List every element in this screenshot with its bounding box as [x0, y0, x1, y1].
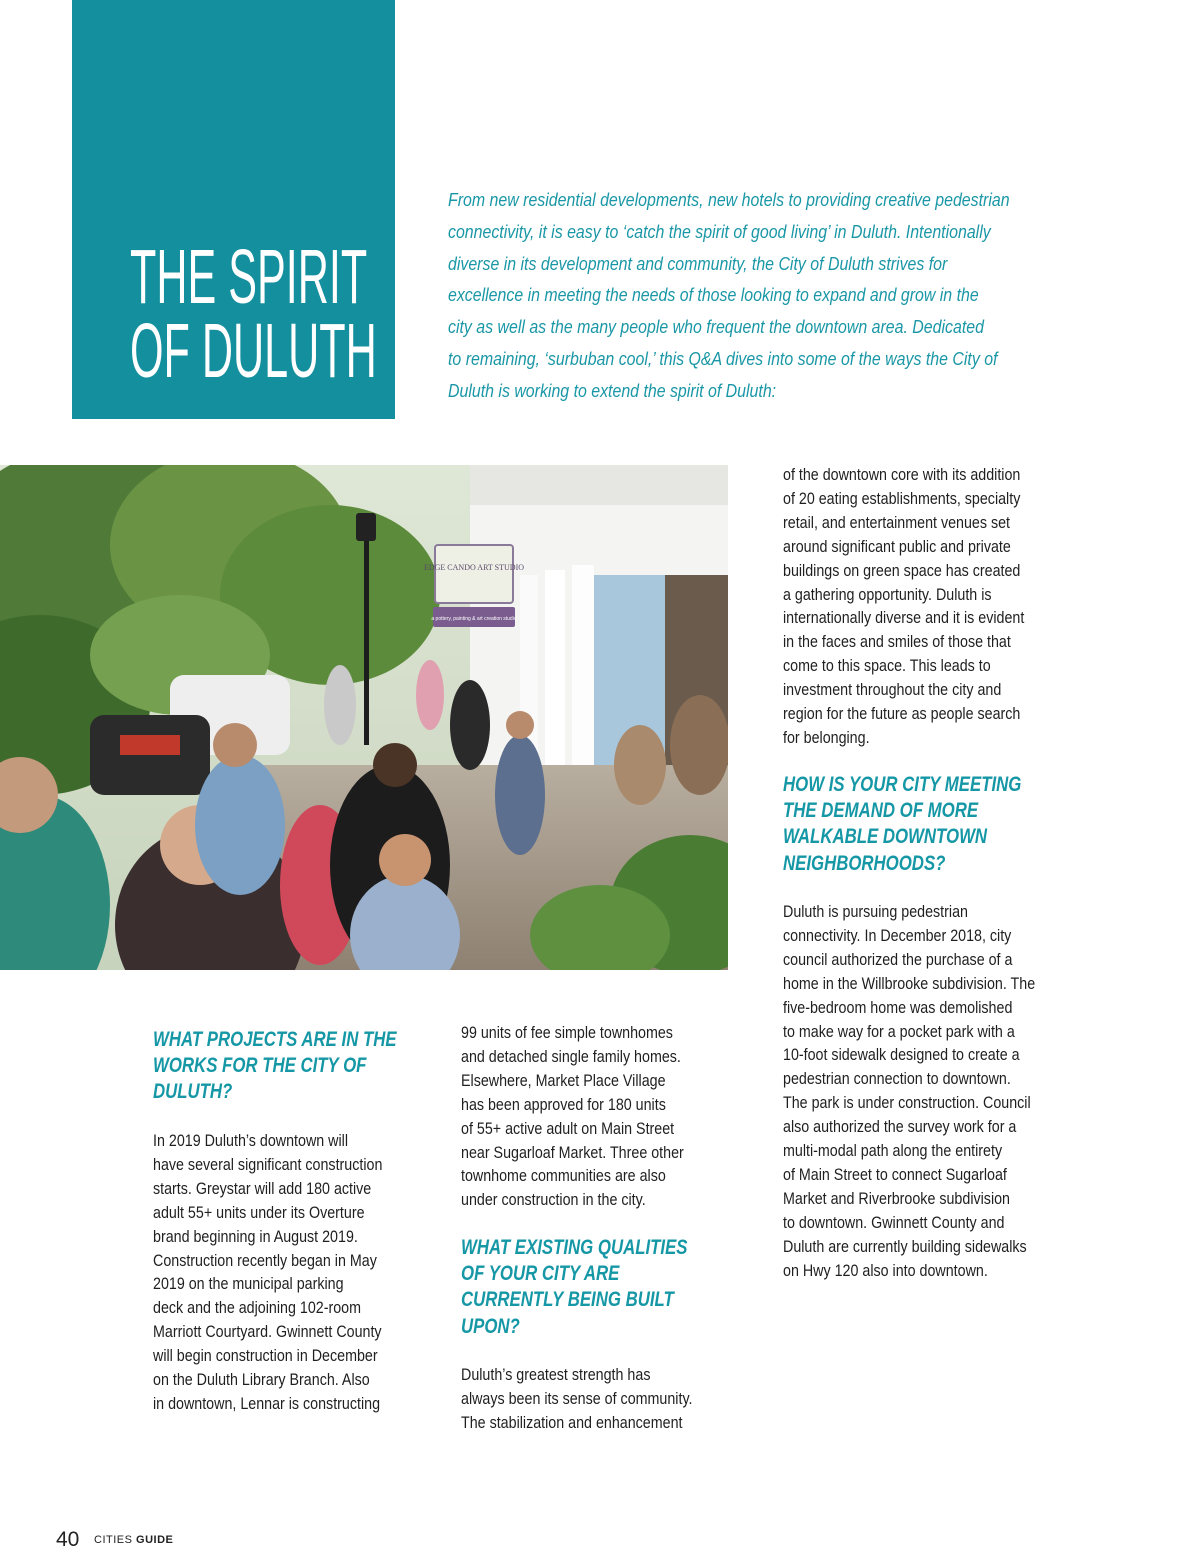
intro-line: From new residential developments, new hotels to providing creative pedestrian [448, 189, 1010, 210]
body-line: of Main Street to connect Sugarloaf [783, 1164, 1007, 1184]
body-line: in downtown, Lennar is constructing [153, 1393, 381, 1413]
section-body-projects [153, 1129, 426, 1416]
body-line: have several significant construction [153, 1154, 383, 1174]
body-line: 2019 on the municipal parking [153, 1274, 344, 1294]
body-line: of 55+ active adult on Main Street [461, 1118, 675, 1138]
sign-subtext: a pottery, painting & art creation studio [431, 616, 517, 622]
body-line: around significant public and private [783, 536, 1011, 556]
section-body-walkable [783, 900, 1083, 1283]
sign-text: EDGE CANDO ART STUDIO [423, 563, 525, 572]
title-line-2: OF DULUTH [130, 308, 377, 394]
body-line: investment throughout the city and [783, 680, 1002, 700]
intro-line: Duluth is working to extend the spirit of Duluth: [448, 379, 777, 401]
heading-line: WORKS FOR THE CITY OF [153, 1054, 367, 1078]
body-line: region for the future as people search [783, 704, 1021, 724]
publication-name-bold: GUIDE [136, 1534, 174, 1546]
body-line: internationally diverse and it is evident [783, 608, 1025, 628]
heading-line: WHAT EXISTING QUALITIES [461, 1236, 688, 1259]
title-block [72, 0, 395, 419]
body-line: Duluth are currently building sidewalks [783, 1236, 1027, 1256]
body-line: always been its sense of community. [461, 1388, 693, 1408]
body-line: council authorized the purchase of a [783, 949, 1013, 969]
body-line: home in the Willbrooke subdivision. The [783, 973, 1036, 993]
intro-line: diverse in its development and community, the City of Duluth strives for [448, 252, 948, 274]
body-line: townhome communities are also [461, 1166, 666, 1186]
body-line: and detached single family homes. [461, 1046, 681, 1066]
body-line: near Sugarloaf Market. Three other [461, 1142, 684, 1162]
title-line-1: THE SPIRIT [130, 234, 368, 320]
section-heading-projects [153, 1027, 458, 1106]
intro-line: connectivity, it is easy to ‘catch the spirit of good living’ in Duluth. Intentionally [448, 220, 991, 242]
heading-line: OF YOUR CITY ARE [461, 1262, 620, 1286]
section-heading-walkable [783, 772, 1081, 877]
intro-line: city as well as the many people who frequent the downtown area. Dedicated [448, 316, 984, 338]
section-body-qualities-continued [783, 463, 1070, 750]
body-line: The park is under construction. Council [783, 1093, 1031, 1113]
body-line: a gathering opportunity. Duluth is [783, 584, 992, 604]
body-line: of the downtown core with its addition [783, 465, 1021, 484]
body-line: connectivity. In December 2018, city [783, 925, 1012, 945]
body-line: Duluth’s greatest strength has [461, 1365, 651, 1384]
body-line: Elsewhere, Market Place Village [461, 1070, 666, 1090]
body-line: on the Duluth Library Branch. Also [153, 1370, 370, 1390]
publication-name [94, 1534, 173, 1546]
page-title [130, 234, 377, 394]
body-line: under construction in the city. [461, 1190, 646, 1210]
body-line: starts. Greystar will add 180 active [153, 1178, 372, 1198]
body-line: multi-modal path along the entirety [783, 1141, 1003, 1161]
body-line: 10-foot sidewalk designed to create a [783, 1045, 1020, 1065]
body-line: Market and Riverbrooke subdivision [783, 1188, 1011, 1208]
body-line: pedestrian connection to downtown. [783, 1069, 1011, 1089]
heading-line: NEIGHBORHOODS? [783, 851, 946, 875]
body-line: to downtown. Gwinnett County and [783, 1212, 1005, 1232]
body-line: for belonging. [783, 727, 870, 747]
heading-line: DULUTH? [153, 1080, 233, 1104]
intro-paragraph [448, 184, 1088, 407]
body-line: buildings on green space has created [783, 560, 1021, 580]
body-line: The stabilization and enhancement [461, 1412, 683, 1432]
publication-name-light: CITIES [94, 1534, 133, 1546]
body-line: Marriott Courtyard. Gwinnett County [153, 1322, 382, 1342]
street-scene-illustration [0, 465, 728, 970]
body-line: to make way for a pocket park with a [783, 1021, 1015, 1041]
section-body-projects-continued [461, 1021, 726, 1212]
body-line: five-bedroom home was demolished [783, 997, 1013, 1017]
body-line: on Hwy 120 also into downtown. [783, 1260, 988, 1280]
body-line: has been approved for 180 units [461, 1094, 666, 1114]
body-line: 99 units of fee simple townhomes [461, 1023, 673, 1042]
page-number: 40 [56, 1528, 80, 1551]
body-line: of 20 eating establishments, specialty [783, 488, 1021, 508]
body-line: in the faces and smiles of those that [783, 632, 1011, 652]
heading-line: WALKABLE DOWNTOWN [783, 825, 988, 849]
heading-line: THE DEMAND OF MORE [783, 799, 979, 823]
heading-line: HOW IS YOUR CITY MEETING [783, 773, 1022, 796]
street-scene-photo [0, 465, 728, 970]
body-line: Construction recently began in May [153, 1250, 377, 1270]
intro-line: to remaining, ‘surbuban cool,’ this Q&A dives into some of the ways the City of [448, 347, 998, 369]
body-line: will begin construction in December [153, 1346, 378, 1366]
body-line: brand beginning in August 2019. [153, 1226, 358, 1246]
heading-line: WHAT PROJECTS ARE IN THE [153, 1028, 397, 1051]
heading-line: UPON? [461, 1314, 520, 1338]
body-line: also authorized the survey work for a [783, 1117, 1017, 1137]
body-line: adult 55+ units under its Overture [153, 1202, 365, 1222]
body-line: come to this space. This leads to [783, 656, 991, 676]
body-line: deck and the adjoining 102-room [153, 1298, 362, 1318]
heading-line: CURRENTLY BEING BUILT [461, 1288, 674, 1312]
body-line: Duluth is pursuing pedestrian [783, 902, 968, 921]
intro-line: excellence in meeting the needs of those looking to expand and grow in the [448, 284, 979, 306]
body-line: retail, and entertainment venues set [783, 512, 1011, 532]
section-heading-qualities [461, 1235, 744, 1340]
body-line: In 2019 Duluth’s downtown will [153, 1131, 349, 1150]
section-body-qualities [461, 1363, 737, 1435]
